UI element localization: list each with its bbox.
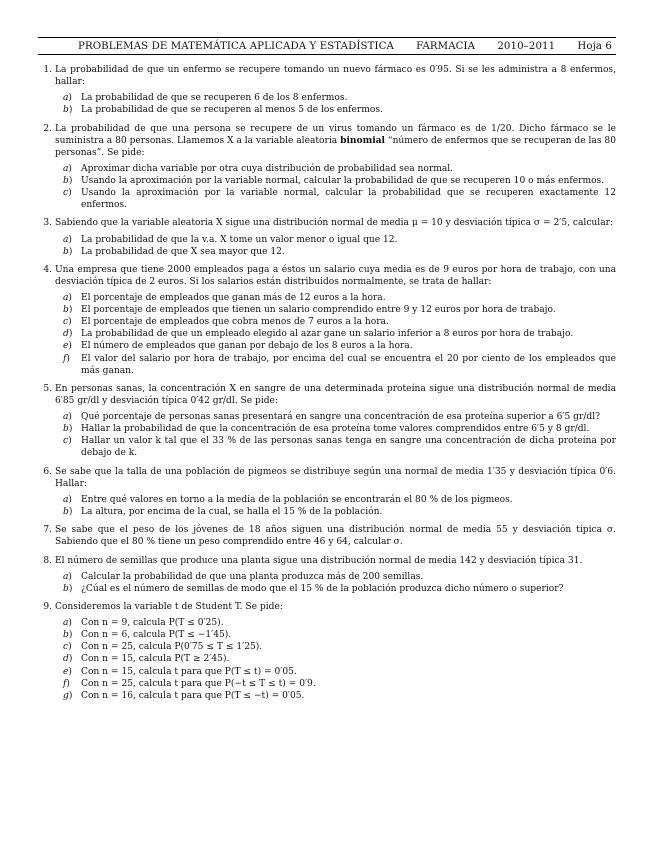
subquestion-text: Con n = 25, calcula P(0′75 ≤ T ≤ 1′25). [81,642,263,653]
letter-paren: ) [68,188,72,199]
subquestion-item [55,411,616,423]
problem-item [38,555,616,595]
subquestion-list [55,617,616,702]
problem-number: 8. [43,555,52,566]
letter-paren: ) [68,163,72,174]
subquestion-text: Con n = 15, calcula P(T ≥ 2′45). [81,654,230,665]
subquestion-letter [63,583,77,595]
subquestion-text: La probabilidad de que un empleado elegido al azar gane un salario inferior a 8 euros por hora de trabajo. [81,329,574,340]
subquestion-text: El porcentaje de empleados que cobra menos de 7 euros a la hora. [81,317,389,328]
letter-glyph: a [63,618,69,629]
problem-number: 3. [43,218,52,229]
letter-paren: ) [68,654,73,665]
letter-paren: ) [68,642,72,653]
subquestion-list [55,163,616,211]
subquestion-text: El número de empleados que ganan por debajo de los 8 euros a la hora. [81,341,413,352]
subquestion-item [55,678,616,690]
subquestion-item [55,104,616,116]
subquestion-letter [63,353,77,365]
subquestion-text: Usando la aproximación por la variable normal, calcular la probabilidad de que se recuperen 10 o más enfermos. [81,175,605,186]
subquestion-text: Aproximar dicha variable por otra cuya distribución de probabilidad sea normal. [81,163,454,174]
letter-glyph: b [63,630,69,641]
subquestion-letter [63,292,77,304]
subquestion-item [55,690,616,702]
subquestion-item [55,163,616,175]
subquestion-item [55,353,616,377]
emphasis-text: binomial [340,134,386,146]
subquestion-letter [63,435,77,447]
header-sheet: Hoja 6 [577,41,612,52]
subquestion-letter [63,163,77,175]
subquestion-item [55,653,616,665]
letter-paren: ) [66,678,70,689]
letter-paren: ) [68,293,72,304]
subquestion-letter [63,571,77,583]
letter-paren: ) [68,305,73,316]
problem-list [38,64,616,708]
problem-statement: Sabiendo que la variable aleatoria X sigue una distribución normal de media μ = 10 y desviación típica σ = 2′5, calcular: [55,218,614,229]
letter-glyph: a [63,412,69,423]
subquestion-item [55,292,616,304]
subquestion-item [55,187,616,211]
letter-paren: ) [68,93,72,104]
letter-glyph: c [63,188,69,199]
letter-glyph: a [63,163,69,174]
subquestion-item [55,666,616,678]
letter-glyph: a [63,234,69,245]
letter-glyph: b [63,305,69,316]
letter-glyph: e [63,666,69,677]
letter-glyph: e [63,341,69,352]
subquestion-letter [63,304,77,316]
subquestion-item [55,246,616,258]
letter-glyph: b [63,506,69,517]
letter-paren: ) [66,353,70,364]
letter-glyph: f [63,353,67,364]
letter-paren: ) [68,246,73,257]
letter-paren: ) [68,494,72,505]
problem-item [38,64,616,116]
letter-glyph: d [63,654,69,665]
problem-number: 7. [43,525,52,536]
subquestion-text: Con n = 9, calcula P(T ≤ 0′25). [81,618,224,629]
subquestion-text: Calcular la probabilidad de que una planta produzca más de 200 semillas. [81,571,424,582]
letter-glyph: a [63,93,69,104]
subquestion-letter [63,617,77,629]
statement-text: “número de enfermos que se recuperan de las 80 personas”. Se pide: [55,135,616,158]
subquestion-item [55,304,616,316]
letter-glyph: b [63,424,69,435]
letter-paren: ) [68,571,72,582]
page-header [38,37,616,55]
subquestion-item [55,435,616,459]
subquestion-letter [63,494,77,506]
header-subject: FARMACIA [416,41,476,52]
letter-paren: ) [68,341,72,352]
subquestion-item [55,641,616,653]
letter-paren: ) [68,329,73,340]
letter-glyph: d [63,329,69,340]
subquestion-letter [63,340,77,352]
problem-statement: Se sabe que el peso de los jóvenes de 18 años siguen una distribución normal de media 55 y desviación típica σ. Sabiendo que el 80 % tiene un peso comprendido entre 46 y 64, calcular σ. [55,525,616,548]
header-bottom-rule [38,54,616,55]
letter-paren: ) [68,234,72,245]
subquestion-letter [63,690,77,702]
problem-statement [55,123,616,159]
letter-paren: ) [68,618,72,629]
letter-glyph: c [63,317,69,328]
letter-paren: ) [68,412,72,423]
problem-number: 4. [43,264,52,275]
subquestion-item [55,617,616,629]
subquestion-list [55,571,616,595]
letter-paren: ) [68,424,73,435]
subquestion-item [55,506,616,518]
subquestion-item [55,571,616,583]
subquestion-text: Hallar la probabilidad de que la concentración de esa proteína tome valores comprendidos entre 6′5 y 8 gr/dl. [81,424,590,435]
subquestion-text: El valor del salario por hora de trabajo, por encima del cual se encuentra el 20 por ciento de los empleados que más ganan. [81,353,616,376]
problem-item [38,217,616,257]
subquestion-list [55,92,616,116]
subquestion-letter [63,246,77,258]
subquestion-list [55,234,616,258]
letter-paren: ) [68,436,72,447]
subquestion-item [55,175,616,187]
letter-glyph: g [63,690,69,701]
problem-item [38,383,616,460]
letter-paren: ) [68,506,73,517]
statement-text: La probabilidad de que una persona se recupere de un virus tomando un fármaco es de 1/20. Dicho fármaco se le suministra a 80 personas. Llamemos X a la variable aleatoria [55,123,616,146]
subquestion-letter [63,666,77,678]
letter-paren: ) [68,690,73,701]
problem-number: 6. [43,466,52,477]
subquestion-letter [63,629,77,641]
problem-number: 1. [43,65,52,75]
letter-glyph: a [63,494,69,505]
subquestion-letter [63,187,77,199]
problem-item [38,466,616,518]
subquestion-text: Entre qué valores en torno a la media de la población se encontrarán el 80 % de los pigmeos. [81,494,513,505]
subquestion-item [55,340,616,352]
subquestion-text: Con n = 6, calcula P(T ≤ −1′45). [81,630,232,641]
letter-paren: ) [68,175,73,186]
subquestion-item [55,423,616,435]
problem-number: 5. [43,383,52,394]
subquestion-list [55,292,616,377]
subquestion-list [55,494,616,518]
letter-paren: ) [68,317,72,328]
subquestion-text: Hallar un valor k tal que el 33 % de las personas sanas tenga en sangre una concentración de dicha proteína por debajo de k. [81,436,616,459]
subquestion-letter [63,678,77,690]
subquestion-letter [63,653,77,665]
subquestion-item [55,234,616,246]
subquestion-letter [63,175,77,187]
subquestion-text: La altura, por encima de la cual, se halla el 15 % de la población. [81,506,383,517]
subquestion-item [55,494,616,506]
letter-glyph: b [63,105,69,116]
header-year: 2010–2011 [497,41,556,52]
header-row [38,38,616,54]
subquestion-text: Con n = 25, calcula t para que P(−t ≤ T ≤ t) = 0′9. [81,678,316,689]
subquestion-text: Usando la aproximación por la variable normal, calcular la probabilidad que se recuperen exactamente 12 enfermos. [81,188,616,211]
subquestion-letter [63,506,77,518]
problem-item [38,524,616,548]
subquestion-list [55,411,616,459]
subquestion-text: La probabilidad de que se recuperen 6 de los 8 enfermos. [81,93,348,104]
letter-paren: ) [68,630,73,641]
problem-statement: En personas sanas, la concentración X en sangre de una determinada proteína sigue una distribución normal de media 6′85 gr/dl y desviación típica 0′42 gr/dl. Se pide: [55,383,616,406]
letter-glyph: f [63,678,67,689]
subquestion-item [55,583,616,595]
subquestion-text: Con n = 15, calcula t para que P(T ≤ t) = 0′05. [81,666,297,677]
problem-number: 9. [43,602,52,613]
problem-statement: Una empresa que tiene 2000 empleados paga a éstos un salario cuya media es de 9 euros por hora de trabajo, con una desviación típica de 2 euros. Si los salarios están distribuidos normalmente, se trata de hallar: [55,264,616,287]
letter-glyph: b [63,583,69,594]
subquestion-text: Qué porcentaje de personas sanas presentará en sangre una concentración de esa proteína superior a 6′5 gr/dl? [81,412,600,423]
letter-paren: ) [68,105,73,116]
subquestion-letter [63,104,77,116]
letter-paren: ) [68,583,73,594]
subquestion-letter [63,328,77,340]
letter-glyph: a [63,293,69,304]
problem-item [38,601,616,702]
problem-statement: Se sabe que la talla de una población de pigmeos se distribuye según una normal de media 1′35 y desviación típica 0′6. Hallar: [55,466,616,489]
subquestion-item [55,316,616,328]
problem-number: 2. [43,123,52,134]
subquestion-item [55,328,616,340]
problem-item [38,123,616,212]
subquestion-text: La probabilidad de que la v.a. X tome un valor menor o igual que 12. [81,234,398,245]
letter-glyph: a [63,571,69,582]
subquestion-letter [63,234,77,246]
subquestion-letter [63,641,77,653]
subquestion-text: Con n = 16, calcula t para que P(T ≤ −t) = 0′05. [81,690,305,701]
letter-glyph: c [63,642,69,653]
subquestion-letter [63,411,77,423]
subquestion-item [55,629,616,641]
letter-glyph: b [63,175,69,186]
subquestion-text: La probabilidad de que X sea mayor que 12. [81,246,285,257]
subquestion-text: El porcentaje de empleados que ganan más de 12 euros a la hora. [81,293,386,304]
subquestion-letter [63,92,77,104]
letter-glyph: b [63,246,69,257]
problem-statement: La probabilidad de que un enfermo se recupere tomando un nuevo fármaco es 0′95. Si se les administra a 8 enfermos, hallar: [55,65,616,88]
subquestion-text: ¿Cúal es el número de semillas de modo que el 15 % de la población produzca dicho número o superior? [81,583,564,594]
subquestion-letter [63,423,77,435]
letter-paren: ) [68,666,72,677]
subquestion-letter [63,316,77,328]
problem-statement: El número de semillas que produce una planta sigue una distribución normal de media 142 y desviación típica 31. [55,555,583,566]
problem-item [38,264,616,377]
problem-statement: Consideremos la variable t de Student T. Se pide: [55,602,283,613]
subquestion-text: El porcentaje de empleados que tienen un salario comprendido entre 9 y 12 euros por hora de trabajo. [81,305,556,316]
subquestion-text: La probabilidad de que se recuperen al menos 5 de los enfermos. [81,105,383,116]
subquestion-item [55,92,616,104]
letter-glyph: c [63,436,69,447]
header-title: PROBLEMAS DE MATEMÁTICA APLICADA Y ESTADÍSTICA [78,41,394,52]
